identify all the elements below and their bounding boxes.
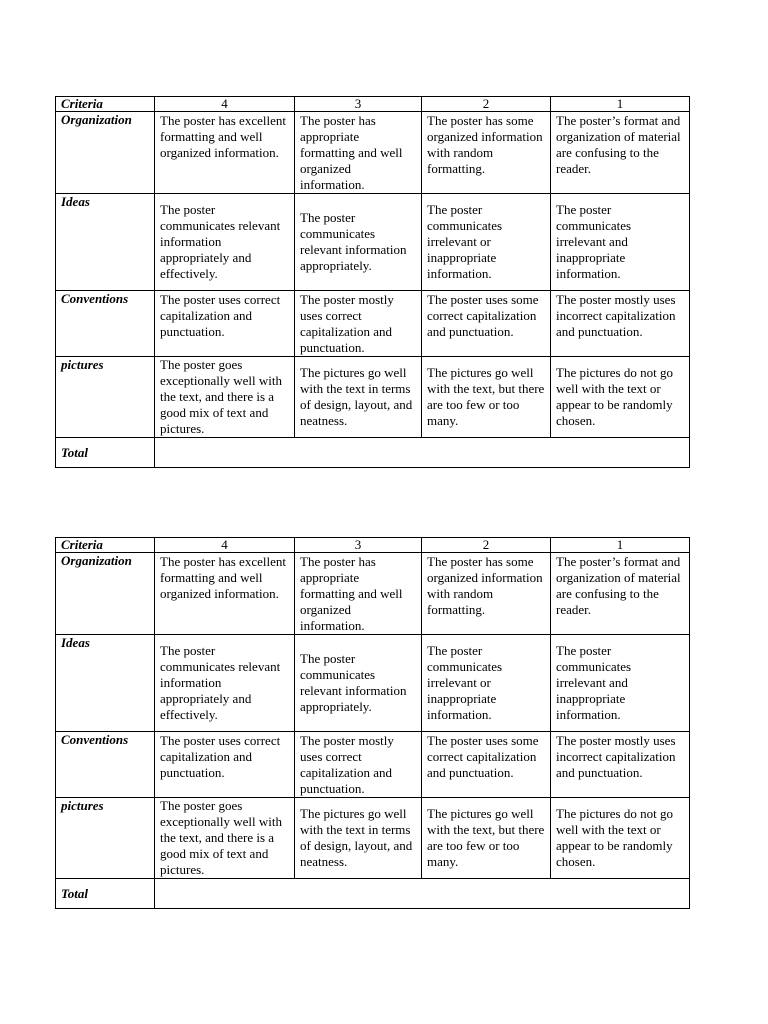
header-score-1: 1: [551, 538, 690, 553]
header-criteria: Criteria: [56, 97, 155, 112]
cell-organization-2: The poster has some organized information with random formatting.: [422, 553, 551, 635]
cell-pictures-3: The pictures go well with the text in terms of design, layout, and neatness.: [295, 357, 422, 438]
criteria-pictures: pictures: [56, 798, 155, 879]
cell-ideas-4: The poster communicates relevant information appropriately and effectively.: [155, 635, 295, 732]
header-score-4: 4: [155, 538, 295, 553]
row-pictures: [56, 798, 690, 879]
cell-pictures-2: The pictures go well with the text, but there are too few or too many.: [422, 798, 551, 879]
cell-ideas-2: The poster communicates irrelevant or inappropriate information.: [422, 194, 551, 291]
header-score-2: 2: [422, 538, 551, 553]
cell-organization-1: The poster’s format and organization of material are confusing to the reader.: [551, 112, 690, 194]
header-score-2: 2: [422, 97, 551, 112]
header-score-3: 3: [295, 97, 422, 112]
header-row: [56, 97, 690, 112]
cell-ideas-4: The poster communicates relevant information appropriately and effectively.: [155, 194, 295, 291]
row-pictures: [56, 357, 690, 438]
cell-organization-1: The poster’s format and organization of material are confusing to the reader.: [551, 553, 690, 635]
cell-pictures-1: The pictures do not go well with the text or appear to be randomly chosen.: [551, 357, 690, 438]
criteria-organization: Organization: [56, 553, 155, 635]
cell-conventions-4: The poster uses correct capitalization and punctuation.: [155, 732, 295, 798]
cell-organization-4: The poster has excellent formatting and well organized information.: [155, 553, 295, 635]
cell-pictures-2: The pictures go well with the text, but there are too few or too many.: [422, 357, 551, 438]
criteria-ideas: Ideas: [56, 635, 155, 732]
row-ideas: [56, 194, 690, 291]
total-value-cell: [155, 438, 690, 468]
cell-ideas-3: The poster communicates relevant information appropriately.: [295, 194, 422, 291]
row-ideas: [56, 635, 690, 732]
cell-conventions-2: The poster uses some correct capitalization and punctuation.: [422, 732, 551, 798]
cell-ideas-1: The poster communicates irrelevant and inappropriate information.: [551, 194, 690, 291]
row-total: [56, 438, 690, 468]
cell-conventions-1: The poster mostly uses incorrect capitalization and punctuation.: [551, 291, 690, 357]
header-row: [56, 538, 690, 553]
cell-conventions-4: The poster uses correct capitalization and punctuation.: [155, 291, 295, 357]
cell-ideas-3: The poster communicates relevant information appropriately.: [295, 635, 422, 732]
criteria-pictures: pictures: [56, 357, 155, 438]
criteria-conventions: Conventions: [56, 291, 155, 357]
cell-conventions-3: The poster mostly uses correct capitalization and punctuation.: [295, 732, 422, 798]
cell-pictures-1: The pictures do not go well with the text or appear to be randomly chosen.: [551, 798, 690, 879]
cell-organization-3: The poster has appropriate formatting and well organized information.: [295, 112, 422, 194]
cell-organization-4: The poster has excellent formatting and well organized information.: [155, 112, 295, 194]
criteria-conventions: Conventions: [56, 732, 155, 798]
cell-pictures-3: The pictures go well with the text in terms of design, layout, and neatness.: [295, 798, 422, 879]
header-score-4: 4: [155, 97, 295, 112]
criteria-organization: Organization: [56, 112, 155, 194]
total-value-cell: [155, 879, 690, 909]
cell-conventions-2: The poster uses some correct capitalization and punctuation.: [422, 291, 551, 357]
header-score-1: 1: [551, 97, 690, 112]
cell-ideas-1: The poster communicates irrelevant and inappropriate information.: [551, 635, 690, 732]
cell-conventions-1: The poster mostly uses incorrect capitalization and punctuation.: [551, 732, 690, 798]
header-criteria: Criteria: [56, 538, 155, 553]
header-score-3: 3: [295, 538, 422, 553]
cell-pictures-4: The poster goes exceptionally well with the text, and there is a good mix of text and pictures.: [155, 357, 295, 438]
criteria-total: Total: [56, 879, 155, 909]
row-organization: [56, 553, 690, 635]
cell-conventions-3: The poster mostly uses correct capitalization and punctuation.: [295, 291, 422, 357]
rubric-table-1: [55, 96, 690, 468]
row-conventions: [56, 732, 690, 798]
row-total: [56, 879, 690, 909]
row-conventions: [56, 291, 690, 357]
cell-organization-3: The poster has appropriate formatting and well organized information.: [295, 553, 422, 635]
rubric-table-2: [55, 537, 690, 909]
criteria-total: Total: [56, 438, 155, 468]
cell-ideas-2: The poster communicates irrelevant or inappropriate information.: [422, 635, 551, 732]
cell-pictures-4: The poster goes exceptionally well with the text, and there is a good mix of text and pictures.: [155, 798, 295, 879]
criteria-ideas: Ideas: [56, 194, 155, 291]
row-organization: [56, 112, 690, 194]
cell-organization-2: The poster has some organized information with random formatting.: [422, 112, 551, 194]
